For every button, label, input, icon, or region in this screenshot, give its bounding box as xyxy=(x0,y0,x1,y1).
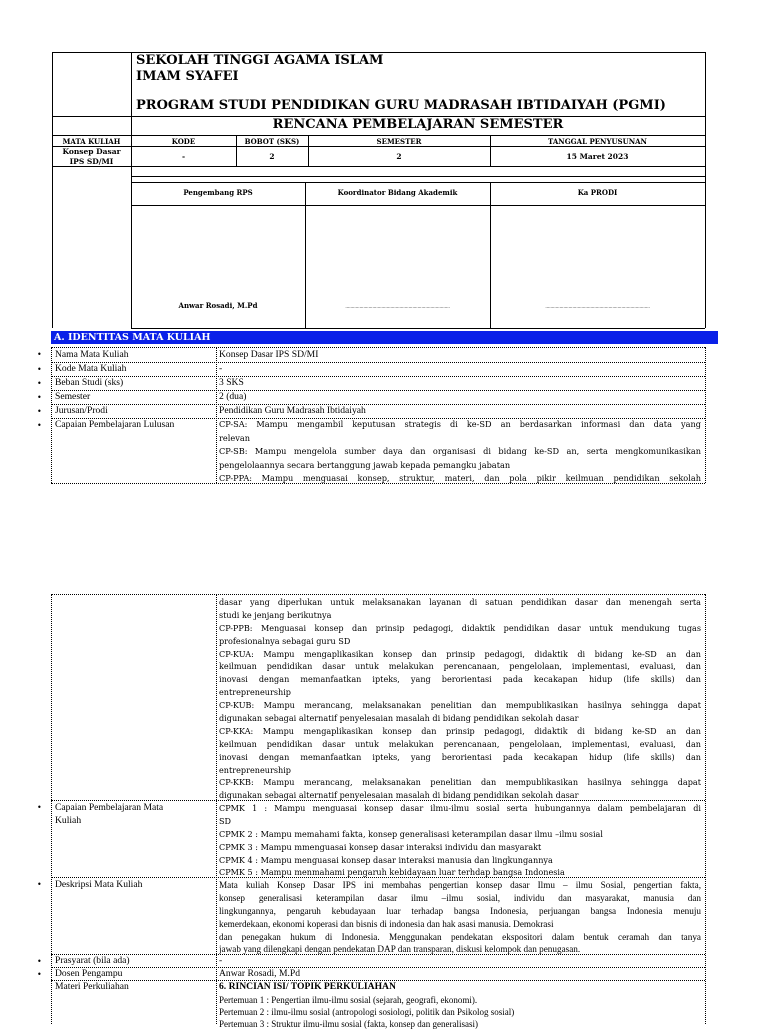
cpl-line: keilmuan pendidikan dasar untuk melakukan perencanaan, pengelolaan, implementasi, evaluasi, dan xyxy=(219,738,701,749)
deskripsi-line: dan penegakan hukum di Indonesia. Menggunakan pendekatan ekspositori dalam bentuk ceramah dan tanya xyxy=(219,931,701,942)
bullet-icon: • xyxy=(37,803,42,812)
deskripsi-line: lingkungannya, pengaruh kebudayaan luar terhadap bangsa Indonesia, perjuangan bangsa Indonesia menuju xyxy=(219,905,701,916)
value-dosen: Anwar Rosadi, M.Pd xyxy=(219,968,301,979)
materi-line-1: Pertemuan 1 : Pengertian ilmu-ilmu sosial (sejarah, geografi, ekonomi). xyxy=(219,995,478,1005)
bullet-icon: • xyxy=(37,393,42,402)
document-title: RENCANA PEMBELAJARAN SEMESTER xyxy=(272,117,564,132)
cpmk-text xyxy=(219,802,701,879)
cpl-line: inovasi dengan memanfaatkan ipteks, yang berorientasi pada kecakapan hidup (life skills) dan xyxy=(219,751,701,762)
school-name: SEKOLAH TINGGI AGAMA ISLAM xyxy=(136,53,384,68)
value-prasyarat: - xyxy=(219,955,223,966)
cpl-text-page1 xyxy=(219,418,701,486)
course-name-line1: Konsep Dasar xyxy=(62,147,121,156)
label-semester: Semester xyxy=(55,391,91,402)
cpl-line: profesionalnya sebagai guru SD xyxy=(219,635,351,646)
label-deskripsi: Deskripsi Mata Kuliah xyxy=(55,879,143,890)
deskripsi-line: Mata kuliah Konsep Dasar IPS ini membahas pengertian konsep dasar Ilmu – ilmu Sosial, pengertian fakta, xyxy=(219,880,701,890)
value-beban-studi: 3 SKS xyxy=(219,377,244,388)
col-bobot: BOBOT (SKS) xyxy=(244,137,300,146)
value-semester: 2 (dua) xyxy=(219,391,247,402)
label-jurusan: Jurusan/Prodi xyxy=(55,405,108,416)
course-code: - xyxy=(181,152,186,161)
label-dosen: Dosen Pengampu xyxy=(55,968,123,979)
label-beban-studi: Beban Studi (sks) xyxy=(55,377,124,388)
cpl-line: studi ke jenjang berikutnya xyxy=(219,609,332,620)
sig-coordinator-header: Koordinator Bidang Akademik xyxy=(337,188,458,197)
cpmk-line: CPMK 1 : Mampu menguasai konsep dasar ilmu-ilmu sosial serta hubungannya dalam pembelajaran di xyxy=(219,803,701,813)
sig-head-line: ................................................................................. xyxy=(545,304,650,310)
cpl-line: CP-KUA: Mampu mengaplikasikan konsep dan prinsip pedagogi, didaktik di bidang ke-SD an dan xyxy=(219,648,701,659)
col-kode: KODE xyxy=(171,137,196,146)
label-materi: Materi Perkuliahan xyxy=(55,981,129,992)
label-kode-mk: Kode Mata Kuliah xyxy=(55,363,127,374)
sig-developer-header: Pengembang RPS xyxy=(183,188,253,197)
cpl-line: CP-SB: Mampu mengelola sumber daya dan organisasi di bidang ke-SD an, serta mengkomunikasikan xyxy=(219,446,701,457)
course-weight: 2 xyxy=(269,152,275,161)
bullet-icon: • xyxy=(37,957,42,966)
course-semester: 2 xyxy=(396,152,402,161)
deskripsi-line: kemerdekaan, ekonomi koperasi dan bisnis di indonesia dan hak asasi manusia. Demokrasi xyxy=(219,918,554,929)
cpl-line: CP-PPA: Mampu menguasai konsep, struktur, materi, dan pola pikir keilmuan pendidikan sekolah xyxy=(219,473,701,484)
program-name: PROGRAM STUDI PENDIDIKAN GURU MADRASAH IBTIDAIYAH (PGMI) xyxy=(136,98,666,113)
cpl-line: entrepreneurship xyxy=(219,764,291,775)
course-name-line2: IPS SD/MI xyxy=(69,157,114,166)
cpl-line: dasar yang diperlukan untuk melaksanakan layanan di satuan pendidikan dasar dan menengah serta xyxy=(219,597,701,607)
bullet-icon: • xyxy=(37,379,42,388)
bullet-icon: • xyxy=(37,350,42,359)
cpmk-line: CPMK 2 : Mampu memahami fakta, konsep generalisasi keterampilan dasar ilmu –ilmu sosial xyxy=(219,828,603,839)
materi-heading: 6. RINCIAN ISI/ TOPIK PERKULIAHAN xyxy=(219,981,396,992)
sig-coordinator-line: ................................................................................. xyxy=(345,304,450,310)
cpl-line: digunakan sebagai alternatif penyelesaian masalah di bidang pendidikan sekolah dasar xyxy=(219,790,579,801)
value-jurusan: Pendidikan Guru Madrasah Ibtidaiyah xyxy=(219,405,366,416)
label-cpmk-1: Capaian Pembelajaran Mata xyxy=(55,802,164,813)
label-prasyarat: Prasyarat (bila ada) xyxy=(55,955,130,966)
col-mata-kuliah: MATA KULIAH xyxy=(62,137,121,146)
deskripsi-line: konsep generalisasi keterampilan dasar ilmu –ilmu sosial, individu dan masyarakat, manusia dan xyxy=(219,892,701,903)
cpl-line: digunakan sebagai alternatif penyelesaian masalah di bidang pendidikan sekolah dasar xyxy=(219,713,579,724)
cpmk-line: CPMK 4 : Mampu menguasai konsep dasar interaksi manusia dan lingkungannya xyxy=(219,854,553,865)
cpl-line: pengelolaannya secara bertanggung jawab kepada pemangku jabatan xyxy=(219,459,511,470)
cpl-line: CP-KKB: Mampu merancang, melaksanakan penelitian dan mempublikasikan hasilnya sehingga dapat xyxy=(219,777,701,788)
cpmk-line: CPMK 3 : Mampu mmenguasai konsep dasar interaksi individu dan masyarakt xyxy=(219,841,542,852)
value-kode-mk: - xyxy=(219,363,223,374)
bullet-icon: • xyxy=(37,365,42,374)
deskripsi-line: jawab yang dilengkapi dengan pendekatan DAP dan transparan, diskusi kelompok dan penugasan. xyxy=(219,944,581,955)
sig-head-header: Ka PRODI xyxy=(577,188,618,197)
cpl-line: CP-KKA: Mampu mengaplikasikan konsep dan prinsip pedagogi, didaktik di bidang ke-SD an dan xyxy=(219,725,701,736)
cpl-line: relevan xyxy=(219,432,251,443)
bullet-icon: • xyxy=(37,970,42,979)
materi-line-2: Pertemuan 2 : ilmu-ilmu sosial (antropologi sosiologi, politik dan Psikolog sosial) xyxy=(219,1007,515,1017)
cpl-line: inovasi dengan memanfaatkan ipteks, yang berorientasi pada kecakapan hidup (life skills) dan xyxy=(219,674,701,685)
bullet-icon: • xyxy=(37,880,42,889)
cpl-line: keilmuan pendidikan dasar untuk melakukan perencanaan, pengelolaan, implementasi, evaluasi, dan xyxy=(219,661,701,672)
label-cpl: Capaian Pembelajaran Lulusan xyxy=(55,419,175,430)
cpmk-line: SD xyxy=(219,815,232,826)
value-nama-mk: Konsep Dasar IPS SD/MI xyxy=(219,349,319,360)
bullet-icon: • xyxy=(37,407,42,416)
sig-developer-name: Anwar Rosadi, M.Pd xyxy=(178,301,258,310)
course-date: 15 Maret 2023 xyxy=(566,152,629,161)
section-a-title: A. IDENTITAS MATA KULIAH xyxy=(54,332,211,343)
cpl-line: CP-SA: Mampu mengambil keputusan strategis di ke-SD an berdasarkan informasi dan data yang xyxy=(219,419,701,429)
col-semester: SEMESTER xyxy=(376,137,422,146)
cpl-line: entrepreneurship xyxy=(219,687,291,698)
label-nama-mk: Nama Mata Kuliah xyxy=(55,349,129,360)
bullet-icon: • xyxy=(37,421,42,430)
label-cpmk-2: Kuliah xyxy=(55,815,82,826)
materi-line-3: Pertemuan 3 : Struktur ilmu-ilmu sosial (fakta, konsep dan generalisasi) xyxy=(219,1019,478,1029)
school-subname: IMAM SYAFEI xyxy=(136,69,239,84)
cpl-line: CP-KUB: Mampu merancang, melaksanakan penelitian dan mempublikasikan hasilnya sehingga dapat xyxy=(219,700,701,711)
cpmk-line: CPMK 5 : Mampu menmahami pengaruh kebidayaan luar terhdap bangsa Indonesia xyxy=(219,867,565,878)
deskripsi-text xyxy=(219,879,701,956)
cpl-line: CP-PPB: Menguasai konsep dan prinsip pedagogi, didaktik pendidikan dasar untuk mendukung tugas xyxy=(219,622,701,633)
col-tanggal: TANGGAL PENYUSUNAN xyxy=(548,137,647,146)
cpl-text-page2 xyxy=(219,596,701,802)
